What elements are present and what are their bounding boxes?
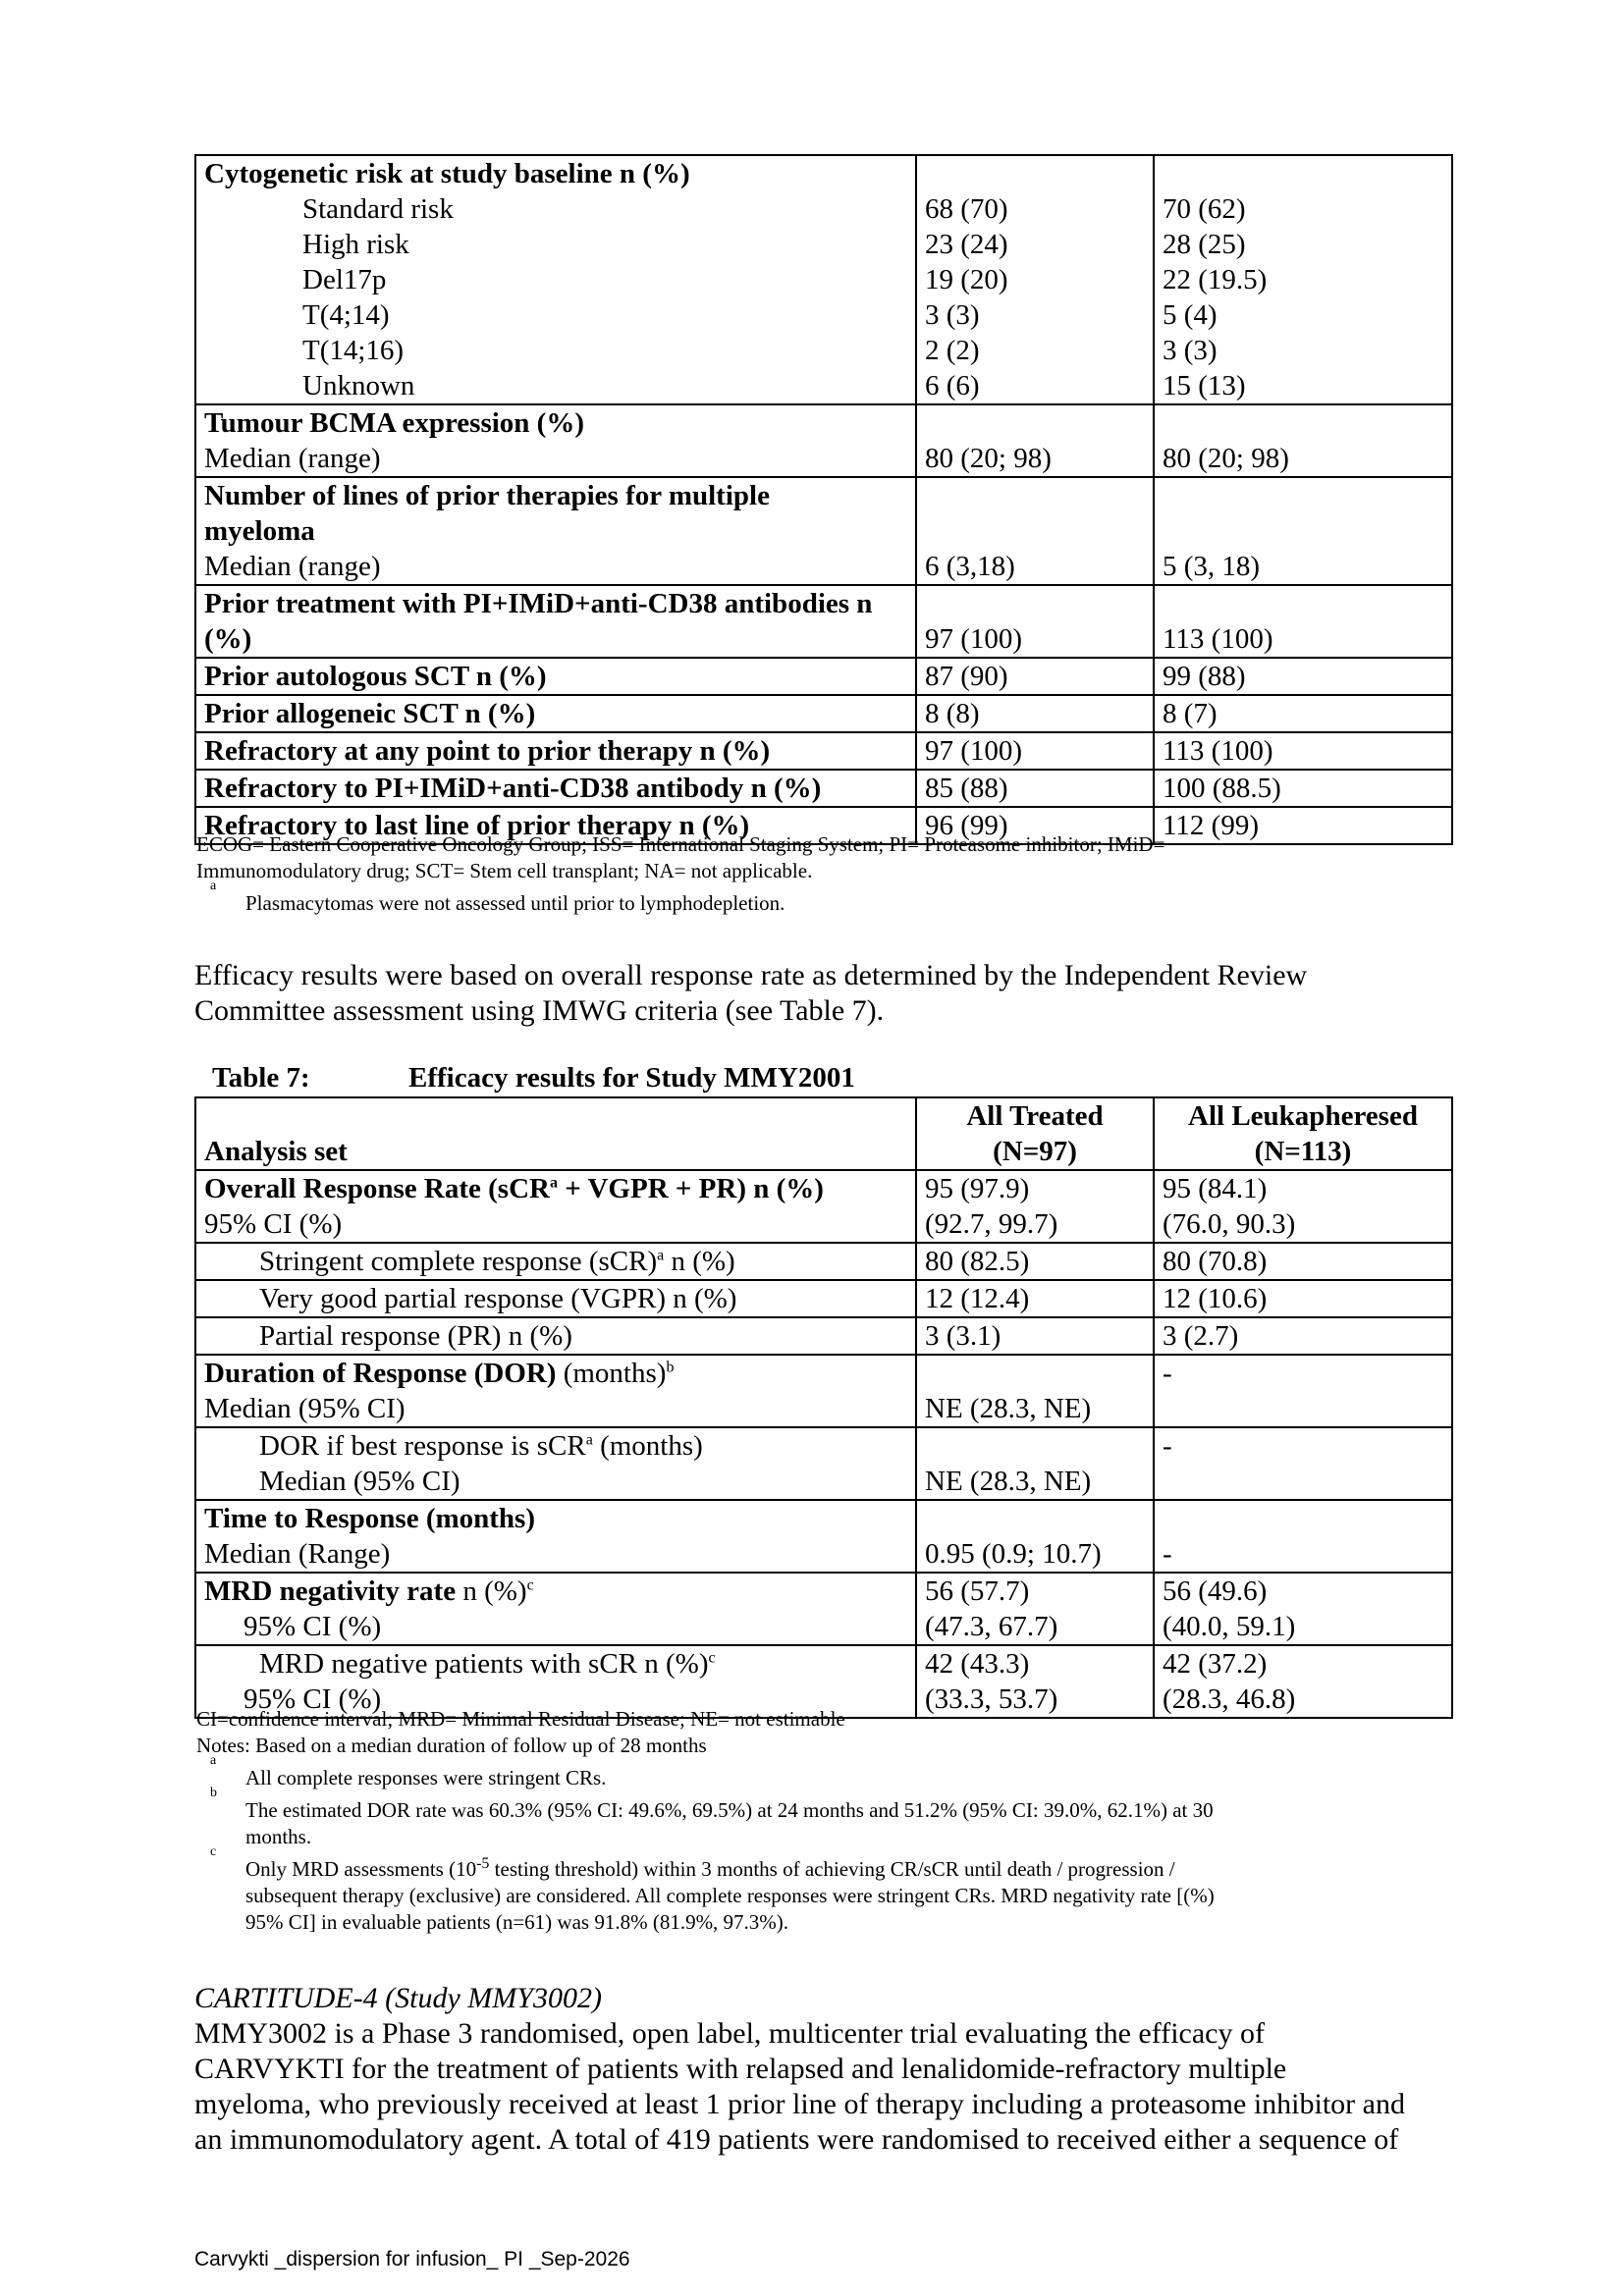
table-cell: [1154, 1097, 1452, 1170]
row-label: Partial response (PR) n (%): [259, 1320, 572, 1352]
cell-value: 80 (20; 98): [1154, 404, 1452, 477]
table-cell: [195, 585, 916, 658]
cell-value: 5 (3, 18): [1154, 477, 1452, 585]
cell-value: 6 (6): [925, 370, 980, 401]
footnote-text: [245, 1856, 1434, 1883]
cell-value: 6 (3,18): [916, 477, 1154, 585]
text: Overall Response Rate (sCR: [204, 1173, 550, 1204]
cell-value: 113 (100): [1154, 732, 1452, 770]
table-cell: [195, 1500, 916, 1573]
footnote-b: b The estimated DOR rate was 60.3% (95% CI: 49.6%, 69.5%) at 24 months and 51.2% (95% CI: 39.0%, 62.1%) at 30 months.: [196, 1797, 1434, 1850]
table-cell: [1154, 155, 1452, 404]
table-7-notes: [196, 1706, 1434, 1936]
cell-value: 19 (20): [925, 264, 1008, 295]
table-header-row: [195, 1097, 1452, 1170]
cell-value: 68 (70): [925, 193, 1008, 225]
row-heading: Refractory to last line of prior therapy n (%): [204, 810, 750, 841]
row-label: [204, 1428, 907, 1464]
footnote-marker: b: [666, 1359, 675, 1376]
table-row: [195, 1573, 1452, 1645]
column-header: (N=113): [1254, 1136, 1352, 1167]
row-heading: Tumour BCMA expression (%): [204, 407, 584, 439]
note-line: Immunomodulatory drug; SCT= Stem cell transplant; NA= not applicable.: [196, 859, 813, 882]
footnote-marker: a: [549, 1174, 558, 1192]
row-label: Median (95% CI): [204, 1393, 406, 1424]
caption-number: Table 7:: [212, 1062, 310, 1094]
table-cell: [195, 1097, 916, 1170]
table-7-caption: [212, 1062, 855, 1095]
table-notes: [196, 831, 1434, 917]
table-cell: [195, 658, 916, 695]
table-cell: [916, 1170, 1154, 1243]
cell-value: 42 (37.2): [1163, 1648, 1268, 1680]
text: n (%): [664, 1246, 735, 1277]
table-row: [195, 477, 1452, 585]
paragraph-line: myeloma, who previously received at least 1 prior line of therapy including a proteasome inhibitor and: [194, 2088, 1405, 2120]
table-row: [195, 155, 1452, 404]
table-cell: [195, 1317, 916, 1355]
footnote-marker: c: [526, 1576, 534, 1594]
table-cell: [195, 404, 916, 477]
row-label: [204, 1646, 907, 1682]
row-label: Unknown: [302, 370, 415, 401]
table-cell: [916, 1097, 1154, 1170]
efficacy-results-table: [194, 1096, 1453, 1719]
paragraph-line: Committee assessment using IMWG criteria (see Table 7).: [194, 994, 885, 1027]
cell-value: 8 (7): [1154, 695, 1452, 732]
row-label: Del17p: [302, 264, 387, 295]
cell-value: -: [1154, 1500, 1452, 1573]
cell-value: 95 (97.9): [925, 1173, 1030, 1204]
row-label: Standard risk: [302, 193, 454, 225]
row-heading: [204, 1356, 907, 1391]
table-row: [195, 695, 1452, 732]
cell-value: 42 (43.3): [925, 1648, 1030, 1680]
text: Stringent complete response (sCR): [259, 1246, 658, 1277]
table-cell: [1154, 1573, 1452, 1645]
footnote-marker: a: [657, 1247, 665, 1264]
text: testing threshold) within 3 months of achieving CR/sCR until death / progression /: [489, 1857, 1175, 1881]
cell-value: NE (28.3, NE): [916, 1427, 1154, 1500]
cell-value: 80 (20; 98): [916, 404, 1154, 477]
row-label: Median (Range): [204, 1538, 391, 1570]
text: DOR if best response is sCR: [259, 1430, 586, 1462]
cell-value: 99 (88): [1154, 658, 1452, 695]
paragraph-line: CARVYKTI for the treatment of patients with relapsed and lenalidomide-refractory multiple: [194, 2053, 1287, 2085]
page-footer: Carvykti _dispersion for infusion_ PI _Sep-2026: [194, 2248, 630, 2270]
row-label: Median (range): [204, 551, 381, 582]
row-label: High risk: [302, 229, 409, 260]
paragraph-line: an immunomodulatory agent. A total of 419 patients were randomised to received either a sequence of: [194, 2123, 1399, 2156]
note-line: Notes: Based on a median duration of follow up of 28 months: [196, 1734, 707, 1757]
text: n (%): [456, 1575, 527, 1607]
cell-value: (40.0, 59.1): [1163, 1611, 1296, 1642]
footnote-text: Plasmacytomas were not assessed until prior to lymphodepletion.: [245, 891, 785, 915]
cell-value: (76.0, 90.3): [1163, 1208, 1296, 1240]
table-row: [195, 770, 1452, 807]
footnote-text: subsequent therapy (exclusive) are considered. All complete responses were stringent CRs. MRD negativity rate [(%): [245, 1884, 1215, 1907]
row-label: Median (range): [204, 443, 381, 474]
cell-value: 3 (3): [1163, 335, 1218, 366]
row-label: 95% CI (%): [204, 1208, 343, 1240]
row-label: [204, 1244, 907, 1279]
note-line: ECOG= Eastern Cooperative Oncology Group; ISS= International Staging System; PI= Proteasome inhibitor; IMiD=: [196, 832, 1165, 856]
table-cell: [195, 1427, 916, 1500]
row-heading: Cytogenetic risk at study baseline n (%): [204, 158, 690, 189]
footnote-marker: c: [708, 1649, 716, 1667]
cell-value: 96 (99): [916, 807, 1154, 844]
cell-value: 112 (99): [1154, 807, 1452, 844]
row-heading: [204, 1574, 907, 1609]
row-heading: (%): [204, 623, 252, 655]
baseline-characteristics-table: [194, 154, 1453, 845]
footnote-text: The estimated DOR rate was 60.3% (95% CI: 49.6%, 69.5%) at 24 months and 51.2% (95% CI: 39.0%, 62.1%) at 30: [245, 1798, 1214, 1822]
superscript: -5: [476, 1855, 490, 1872]
table-row: [195, 1317, 1452, 1355]
caption-title: Efficacy results for Study MMY2001: [408, 1062, 855, 1094]
text: MRD negative patients with sCR n (%): [259, 1648, 709, 1680]
footnote-a: a All complete responses were stringent CRs.: [210, 1753, 607, 1789]
cell-value: 8 (8): [916, 695, 1154, 732]
cell-value: 5 (4): [1163, 299, 1218, 331]
cell-value: 22 (19.5): [1163, 264, 1268, 295]
row-label: 95% CI (%): [244, 1611, 382, 1642]
paragraph-line: Efficacy results were based on overall response rate as determined by the Independent Review: [194, 959, 1308, 991]
cell-value: 56 (57.7): [925, 1575, 1030, 1607]
cell-value: 12 (12.4): [916, 1280, 1154, 1317]
table-cell: [195, 770, 916, 807]
column-header: (N=97): [993, 1136, 1077, 1167]
cell-value: -: [1154, 1427, 1452, 1500]
table-row: [195, 585, 1452, 658]
cell-value: 23 (24): [925, 229, 1008, 260]
table-cell: [195, 1280, 916, 1317]
table-row: [195, 404, 1452, 477]
text: (months): [556, 1358, 667, 1389]
table-row: [195, 1280, 1452, 1317]
cell-value: (92.7, 99.7): [925, 1208, 1058, 1240]
table-cell: [195, 1355, 916, 1427]
cell-value: (33.3, 53.7): [925, 1683, 1058, 1715]
row-label: Very good partial response (VGPR) n (%): [259, 1283, 737, 1314]
cell-value: 85 (88): [916, 770, 1154, 807]
cell-value: NE (28.3, NE): [916, 1355, 1154, 1427]
cell-value: 97 (100): [916, 732, 1154, 770]
cell-value: 80 (70.8): [1154, 1243, 1452, 1280]
cell-value: 80 (82.5): [916, 1243, 1154, 1280]
cell-value: 0.95 (0.9; 10.7): [916, 1500, 1154, 1573]
row-heading: Time to Response (months): [204, 1503, 535, 1534]
row-label: Median (95% CI): [259, 1466, 460, 1497]
cell-value: 3 (3.1): [916, 1317, 1154, 1355]
table-row: [195, 732, 1452, 770]
cell-value: 87 (90): [916, 658, 1154, 695]
row-label: 95% CI (%): [244, 1683, 382, 1715]
table-cell: [195, 1243, 916, 1280]
text: Duration of Response (DOR): [204, 1358, 557, 1389]
efficacy-intro-paragraph: [194, 958, 1451, 1029]
table-row: [195, 1427, 1452, 1500]
row-heading: [204, 1171, 907, 1206]
table-cell: [916, 1573, 1154, 1645]
column-header: Analysis set: [204, 1136, 348, 1167]
cell-value: 56 (49.6): [1163, 1575, 1268, 1607]
row-heading: Refractory to PI+IMiD+anti-CD38 antibody n (%): [204, 773, 822, 804]
cell-value: 2 (2): [925, 335, 980, 366]
cell-value: 3 (2.7): [1154, 1317, 1452, 1355]
cell-value: 70 (62): [1163, 193, 1246, 225]
row-heading: Prior treatment with PI+IMiD+anti-CD38 antibodies n: [204, 588, 873, 619]
row-label: T(14;16): [302, 335, 405, 366]
cell-value: 12 (10.6): [1154, 1280, 1452, 1317]
cell-value: 28 (25): [1163, 229, 1246, 260]
table-row: [195, 1170, 1452, 1243]
text: MRD negativity rate: [204, 1575, 457, 1607]
cell-value: 97 (100): [916, 585, 1154, 658]
cell-value: 3 (3): [925, 299, 980, 331]
note-line: CI=confidence interval; MRD= Minimal Residual Disease; NE= not estimable: [196, 1707, 845, 1731]
footnote-marker: a: [585, 1431, 593, 1449]
table-row: [195, 1355, 1452, 1427]
row-label: T(4;14): [302, 299, 390, 331]
row-heading: Refractory at any point to prior therapy n (%): [204, 735, 771, 767]
table-cell: [195, 1170, 916, 1243]
footnote-text: 95% CI] in evaluable patients (n=61) was 91.8% (81.9%, 97.3%).: [245, 1910, 789, 1934]
cell-value: (47.3, 67.7): [925, 1611, 1058, 1642]
cell-value: 100 (88.5): [1154, 770, 1452, 807]
table-row: [195, 1243, 1452, 1280]
text: Only MRD assessments (10: [245, 1857, 477, 1881]
table-cell: [195, 732, 916, 770]
footnote-a: a Plasmacytomas were not assessed until prior to lymphodepletion.: [210, 879, 785, 915]
footnote-text: months.: [245, 1825, 312, 1848]
table-cell: [1154, 1170, 1452, 1243]
footnote-c: c Only MRD assessments ($10^{-5}$ testing threshold) within 3 months of achieving CR/sCR until death / progression / subsequent therapy (exclusive) are considered. All complete responses were stringent CRs. MRD negativity rate [(%) 95% CI] in evaluable patients (n=61) was 91.8% (81.9%, 97.3%).: [196, 1856, 1434, 1936]
row-heading: Prior autologous SCT n (%): [204, 661, 547, 692]
paragraph-line: MMY3002 is a Phase 3 randomised, open label, multicenter trial evaluating the efficacy of: [194, 2017, 1265, 2050]
cartitude-4-section: [194, 1981, 1451, 2158]
section-heading: CARTITUDE-4 (Study MMY3002): [194, 1982, 602, 2014]
row-heading: Prior allogeneic SCT n (%): [204, 698, 536, 729]
table-cell: [195, 1573, 916, 1645]
row-heading: Number of lines of prior therapies for multiple: [204, 480, 770, 511]
text: (months): [592, 1430, 703, 1462]
cell-value: -: [1154, 1355, 1452, 1427]
row-heading: myeloma: [204, 515, 315, 547]
table-row: [195, 658, 1452, 695]
cell-value: (28.3, 46.8): [1163, 1683, 1296, 1715]
column-header: All Leukapheresed: [1188, 1100, 1418, 1132]
text: + VGPR + PR) n (%): [557, 1173, 824, 1204]
table-cell: [916, 155, 1154, 404]
cell-value: 113 (100): [1154, 585, 1452, 658]
cell-value: 95 (84.1): [1163, 1173, 1268, 1204]
table-cell: [195, 477, 916, 585]
table-row: [195, 1500, 1452, 1573]
table-cell: [195, 155, 916, 404]
column-header: All Treated: [966, 1100, 1104, 1132]
table-cell: [195, 695, 916, 732]
footnote-text: All complete responses were stringent CRs.: [245, 1766, 607, 1789]
cell-value: 15 (13): [1163, 370, 1246, 401]
